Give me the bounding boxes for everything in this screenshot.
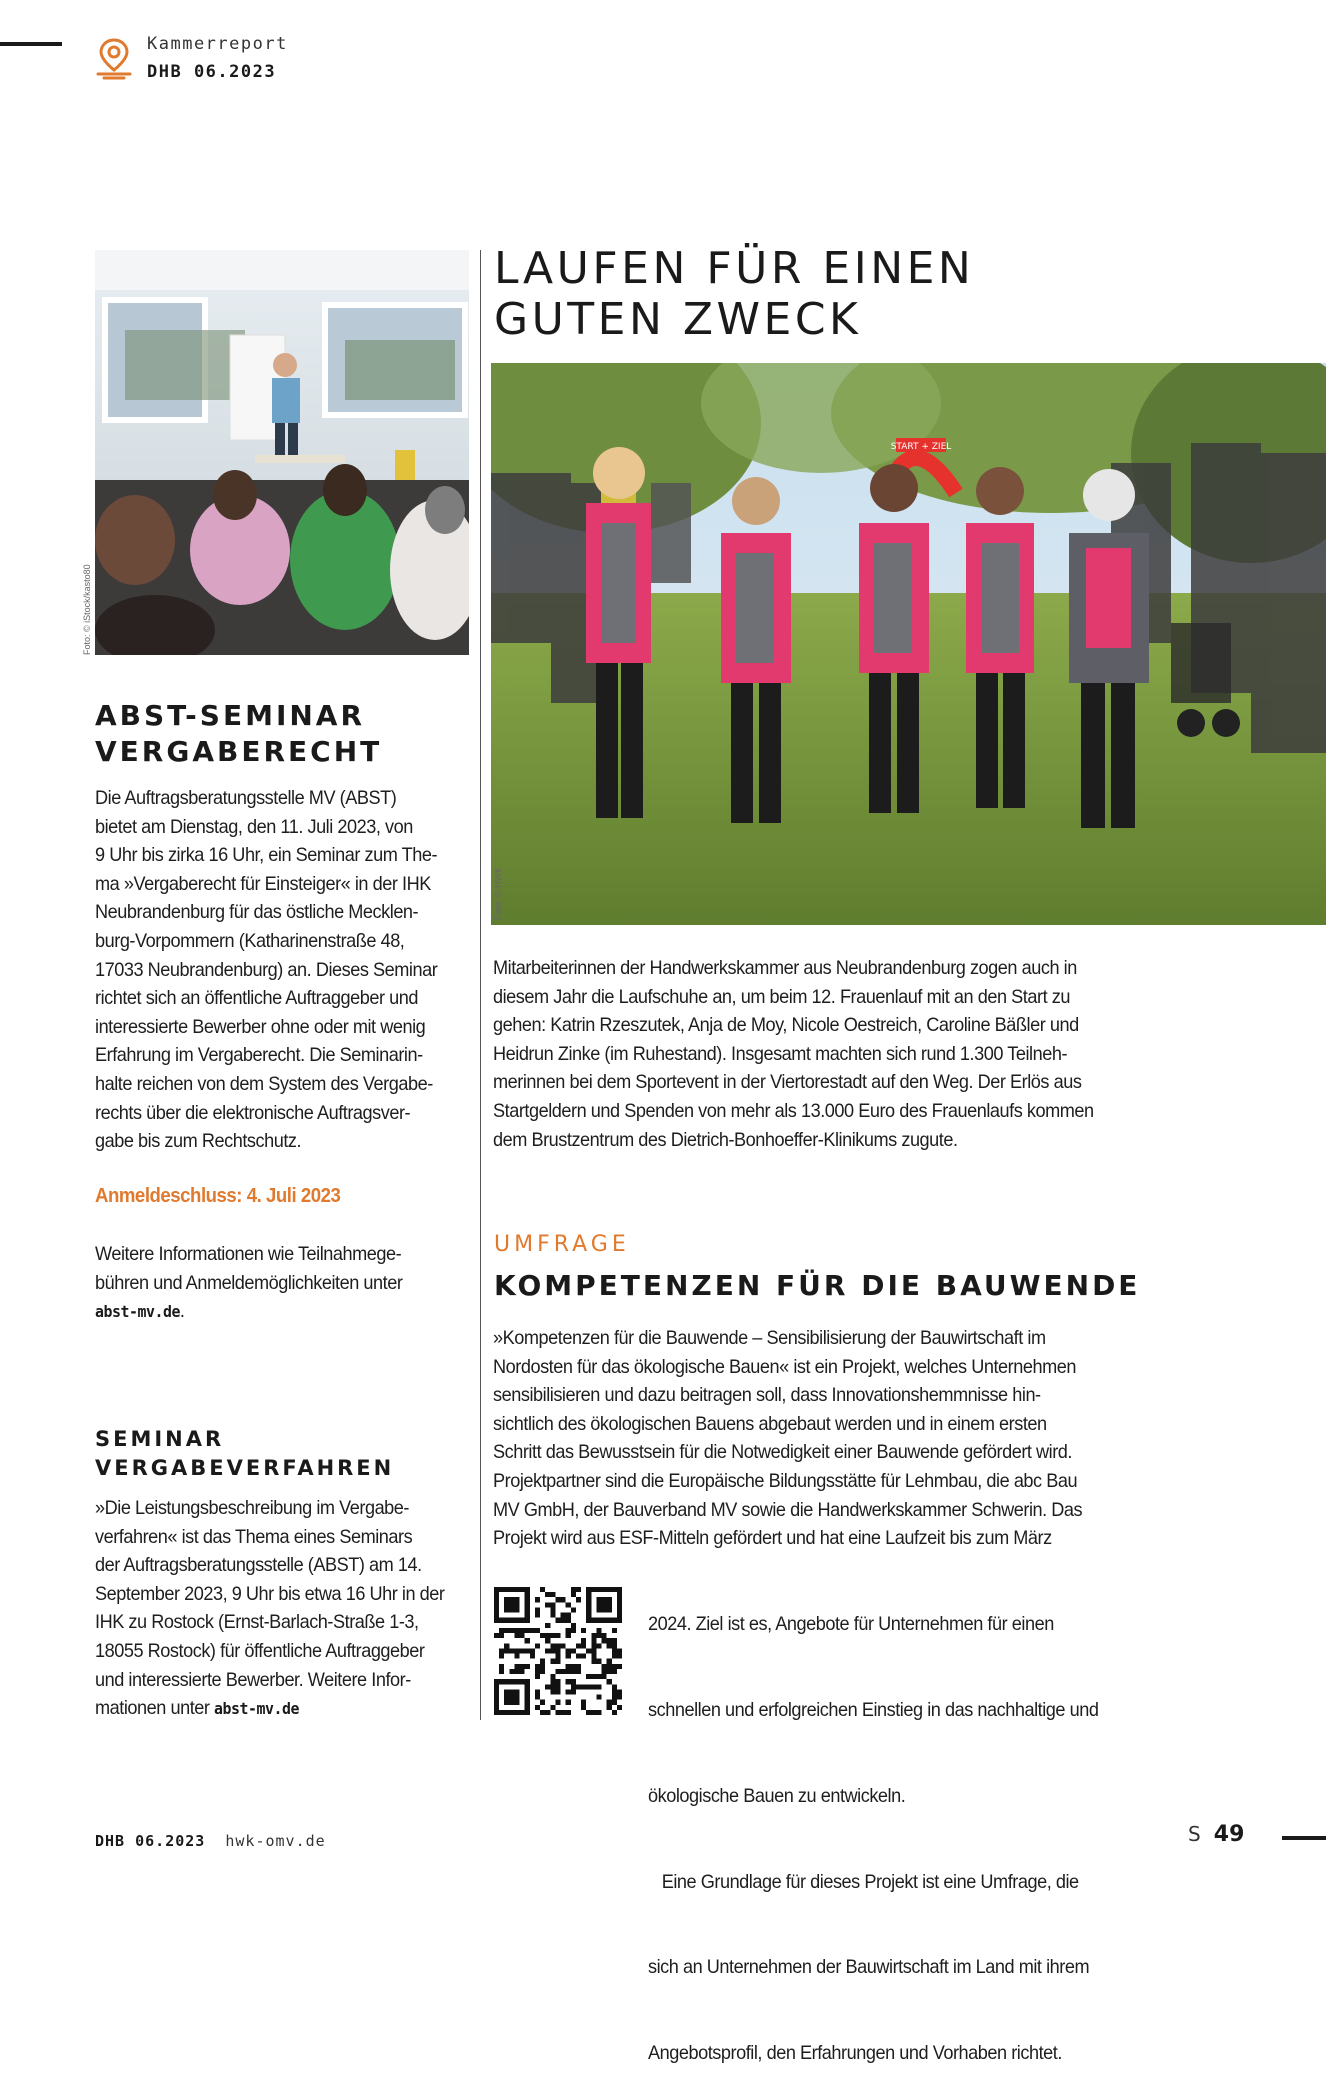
seminar2-body-line: 18055 Rostock) für öffentliche Auftraggeber bbox=[95, 1639, 425, 1662]
header-rule-left bbox=[0, 42, 62, 46]
footer-rule-right bbox=[1282, 1836, 1326, 1840]
abst-body-line: bietet am Dienstag, den 11. Juli 2023, von bbox=[95, 815, 413, 838]
run-photo bbox=[491, 363, 1326, 925]
umfrage-body-narrow bbox=[648, 1553, 1150, 2096]
umfrage-kicker: UMFRAGE bbox=[494, 1232, 630, 1257]
abst-title-line1: ABST-SEMINAR bbox=[95, 699, 366, 732]
abst-body-line: Neubrandenburg für das östliche Mecklen- bbox=[95, 901, 419, 924]
seminar2-body-line: September 2023, 9 Uhr bis etwa 16 Uhr in der bbox=[95, 1582, 445, 1605]
seminar2-title-line2: VERGABEVERFAHREN bbox=[95, 1456, 395, 1480]
run-photo-credit: Foto: © HWK bbox=[493, 866, 503, 920]
abst-link-suffix: . bbox=[179, 1300, 185, 1323]
abst-title bbox=[95, 698, 382, 770]
header-issue: DHB 06.2023 bbox=[147, 62, 277, 82]
abst-body-line: gabe bis zum Rechtschutz. bbox=[95, 1130, 302, 1153]
umfrage-body-line: schnellen und erfolgreichen Einstieg in das nachhaltige und bbox=[648, 1698, 1099, 1721]
laufen-title-line1: LAUFEN FÜR EINEN bbox=[494, 243, 975, 294]
abst-body-line: interessierte Bewerber ohne oder mit wenig bbox=[95, 1015, 426, 1038]
umfrage-body-line: »Kompetenzen für die Bauwende – Sensibilisierung der Bauwirtschaft im bbox=[493, 1327, 1046, 1349]
laufen-body-line: gehen: Katrin Rzeszutek, Anja de Moy, Nicole Oestreich, Caroline Bäßler und bbox=[493, 1014, 1079, 1037]
seminar2-title-line1: SEMINAR bbox=[95, 1427, 225, 1451]
seminar2-body bbox=[95, 1494, 471, 1724]
seminar2-body-line: der Auftragsberatungsstelle (ABST) am 14. bbox=[95, 1554, 422, 1577]
laufen-body-line: Mitarbeiterinnen der Handwerkskammer aus Neubrandenburg zogen auch in bbox=[493, 957, 1077, 979]
umfrage-body-line: Schritt das Bewusstsein für die Notwedigkeit einer Bauwende gefördert wird. bbox=[493, 1441, 1073, 1464]
location-pin-icon bbox=[95, 36, 133, 80]
abst-body-line: Erfahrung im Vergaberecht. Die Seminarin- bbox=[95, 1044, 423, 1067]
umfrage-body-line: MV GmbH, der Bauverband MV sowie die Handwerkskammer Schwerin. Das bbox=[493, 1498, 1083, 1521]
seminar2-body-line: IHK zu Rostock (Ernst-Barlach-Straße 1-3, bbox=[95, 1611, 419, 1634]
laufen-title bbox=[494, 243, 974, 345]
abst-body-line: rechts über die elektronische Auftragsver- bbox=[95, 1101, 411, 1124]
laufen-body-line: Heidrun Zinke (im Ruhestand). Insgesamt machten sich rund 1.300 Teilneh- bbox=[493, 1042, 1068, 1065]
laufen-body-line: diesem Jahr die Laufschuhe an, um beim 12. Frauenlauf mit an den Start zu bbox=[493, 985, 1070, 1008]
abst-info-link-line bbox=[95, 1297, 471, 1327]
umfrage-body-line: 2024. Ziel ist es, Angebote für Unternehmen für einen bbox=[648, 1613, 1054, 1636]
umfrage-title: KOMPETENZEN FÜR DIE BAUWENDE bbox=[494, 1269, 1141, 1302]
start-finish-banner: START + ZIEL bbox=[890, 442, 952, 452]
umfrage-body-line: sensibilisieren und dazu beitragen soll, dass Innovationshemmnisse hin- bbox=[493, 1384, 1041, 1407]
seminar2-title bbox=[95, 1425, 394, 1483]
footer-page bbox=[1188, 1822, 1244, 1847]
umfrage-body-line: Nordosten für das ökologische Bauen« ist ein Projekt, welches Unternehmen bbox=[493, 1355, 1076, 1378]
umfrage-body-line: sich an Unternehmen der Bauwirtschaft im Land mit ihrem bbox=[648, 1956, 1090, 1979]
abst-deadline: Anmeldeschluss: 4. Juli 2023 bbox=[95, 1185, 341, 1207]
umfrage-body-line: sichtlich des ökologischen Bauens abgebaut werden und in einem ersten bbox=[493, 1412, 1047, 1435]
seminar2-body-line: verfahren« ist das Thema eines Seminars bbox=[95, 1525, 413, 1548]
umfrage-body-line: Projektpartner sind die Europäische Bildungsstätte für Lehmbau, die abc Bau bbox=[493, 1469, 1078, 1492]
footer-left bbox=[95, 1832, 326, 1850]
abst-body-line: ma »Vergaberecht für Einsteiger« in der IHK bbox=[95, 872, 431, 895]
laufen-body-line: Startgeldern und Spenden von mehr als 13.000 Euro des Frauenlaufs kommen bbox=[493, 1099, 1094, 1122]
footer-issue: DHB 06.2023 bbox=[95, 1832, 206, 1850]
umfrage-body-line: Eine Grundlage für dieses Projekt ist eine Umfrage, die bbox=[648, 1870, 1079, 1893]
umfrage-body bbox=[493, 1324, 1237, 1553]
seminar-photo-credit: Foto: © iStock/kasto80 bbox=[82, 564, 92, 655]
laufen-title-line2: GUTEN ZWECK bbox=[494, 294, 862, 345]
seminar2-last-prefix: mationen unter bbox=[95, 1697, 215, 1720]
abst-body-line: richtet sich an öffentliche Auftraggeber und bbox=[95, 987, 419, 1010]
abst-info bbox=[95, 1240, 471, 1327]
laufen-body bbox=[493, 954, 1237, 1154]
seminar-photo bbox=[95, 250, 469, 655]
column-divider bbox=[480, 250, 481, 1720]
abst-info-line: bühren und Anmeldemöglichkeiten unter bbox=[95, 1271, 403, 1294]
footer-page-number: 49 bbox=[1213, 1822, 1245, 1847]
seminar2-body-line: »Die Leistungsbeschreibung im Vergabe- bbox=[95, 1497, 410, 1519]
header-section: Kammerreport bbox=[147, 34, 288, 54]
seminar2-body-last-line bbox=[95, 1694, 471, 1724]
laufen-body-line: merinnen bei dem Sportevent in der Viertorestadt auf den Weg. Der Erlös aus bbox=[493, 1071, 1082, 1094]
umfrage-body-line: Angebotsprofil, den Erfahrungen und Vorhaben richtet. bbox=[648, 2042, 1062, 2065]
laufen-body-line: dem Brustzentrum des Dietrich-Bonhoeffer-Klinikums zugute. bbox=[493, 1128, 958, 1151]
qr-code[interactable] bbox=[494, 1587, 622, 1715]
seminar2-body-line: und interessierte Bewerber. Weitere Infor- bbox=[95, 1668, 411, 1691]
umfrage-body-line: ökologische Bauen zu entwickeln. bbox=[648, 1784, 906, 1807]
abst-link[interactable]: abst-mv.de bbox=[95, 1302, 180, 1322]
abst-body-line: halte reichen von dem System des Vergabe- bbox=[95, 1072, 433, 1095]
umfrage-body-line: Projekt wird aus ESF-Mitteln gefördert und hat eine Laufzeit bis zum März bbox=[493, 1527, 1052, 1550]
abst-body bbox=[95, 784, 471, 1156]
abst-title-line2: VERGABERECHT bbox=[95, 735, 383, 768]
abst-body-line: burg-Vorpommern (Katharinenstraße 48, bbox=[95, 929, 405, 952]
abst-body-line: 17033 Neubrandenburg) an. Dieses Seminar bbox=[95, 958, 438, 981]
abst-body-line: 9 Uhr bis zirka 16 Uhr, ein Seminar zum The- bbox=[95, 844, 438, 867]
abst-info-line: Weitere Informationen wie Teilnahmege- bbox=[95, 1243, 402, 1265]
footer-site[interactable]: hwk-omv.de bbox=[225, 1832, 326, 1850]
seminar2-link[interactable]: abst-mv.de bbox=[214, 1699, 299, 1719]
abst-body-line: Die Auftragsberatungsstelle MV (ABST) bbox=[95, 787, 397, 809]
footer-page-prefix: S bbox=[1188, 1822, 1203, 1846]
